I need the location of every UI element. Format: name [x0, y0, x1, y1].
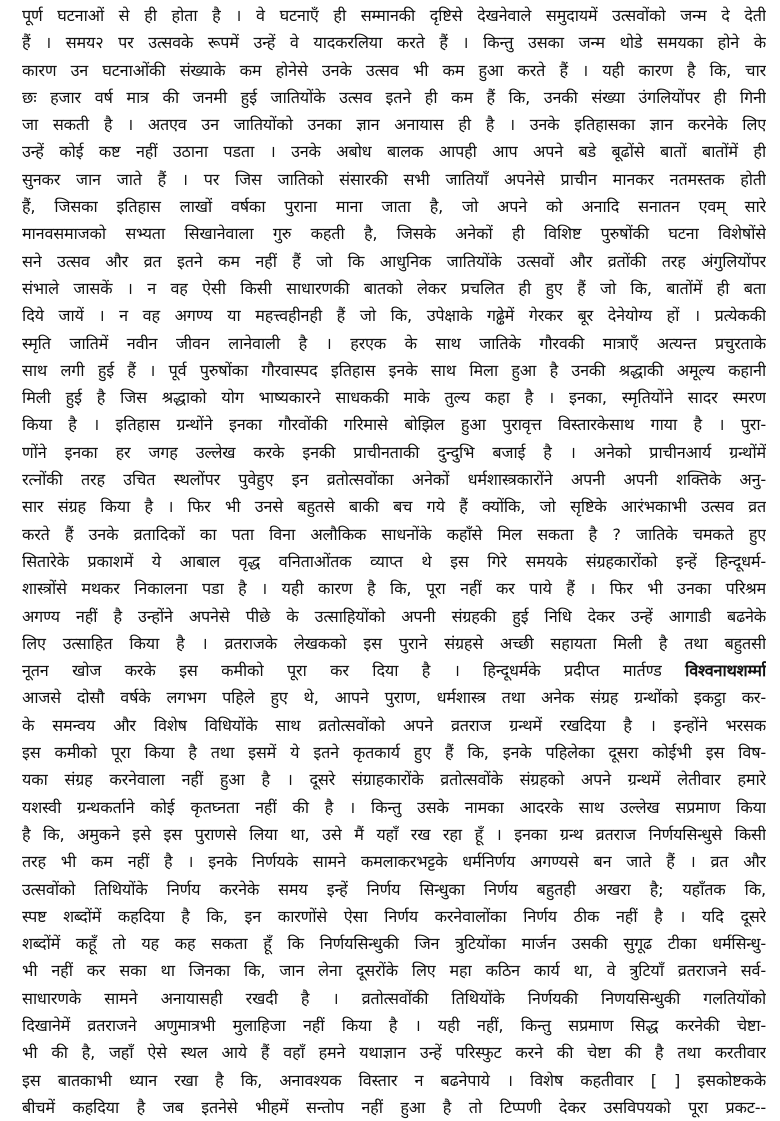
line-text: हैं, जिसका इतिहास लाखों वर्षका पुराना माना जाता है, जो अपने को अनादि सनातन एवम् सारे [22, 197, 766, 217]
text-line [22, 439, 766, 466]
line-text: नूतन खोज करके इस कमीको पूरा कर दिया है । हिन्दूधर्मके प्रदीप्त मार्तण्ड [22, 661, 662, 681]
line-text: उन्हें कोई कष्ट नहीं उठाना पडता । उनके अबोध बालक आपही आप अपने बडे बूढोंसे बातों बातोंमें ही [22, 142, 766, 162]
text-line [22, 275, 766, 302]
line-text: संभाले जासकें । न वह ऐसी किसी साधारणकी बातको लेकर प्रचलित ही हुए हैं जो कि, बातोंमें ही बता [22, 278, 766, 298]
text-line [22, 1012, 766, 1039]
line-text: बीचमें कहदिया है जब इतनेसे भीहमें सन्तोप नहीं हुआ है तो टिप्पणी देकर उसविपयको पूरा प्रकट-- [22, 1097, 766, 1117]
text-line [22, 957, 766, 984]
text-line [22, 739, 766, 766]
line-text: मिली हुई है जिस श्रद्धाको योग भाष्यकारने साधककी माके तुल्य कहा है । इनका, स्मृतियोंने सादर स्मरण [22, 388, 766, 408]
text-line [22, 411, 766, 438]
text-line [22, 521, 766, 548]
line-text: शास्त्रोंसे मथकर निकालना पडा है । यही कारण है कि, पूरा नहीं कर पाये हैं । फिर भी उनका परिश्रम [22, 579, 766, 599]
text-line [22, 193, 766, 220]
text-line [22, 111, 766, 138]
text-line [22, 357, 766, 384]
line-text: शब्दोंमें कहूँ तो यह कह सकता हूँ कि निर्णयसिन्धुकी जिन त्रुटियोंका मार्जन उसकी सुगूढ टीका धर्मसिन्धु- [22, 934, 766, 954]
text-line [22, 766, 766, 793]
text-line [22, 575, 766, 602]
text-line [22, 712, 766, 739]
text-line [22, 684, 766, 711]
line-text: कारण उन घटनाओंकी संख्याके कम होनेसे उनके उत्सव भी कम हुआ करते हैं । यही कारण है कि, चार [22, 60, 766, 80]
line-text: भी की है, जहाँ ऐसे स्थल आये हैं वहाँ हमने यथाज्ञान उन्हें परिस्फुट करने की चेष्टा की है तथा करतीवार [22, 1043, 766, 1063]
line-text: अगण्य नहीं है उन्होंने अपनेसे पीछे के उत्साहियोंको अपनी संग्रहकी हुई निधि देकर उन्हें आगाडी बढनेके [22, 606, 766, 626]
text-line [22, 1094, 766, 1121]
text-line [22, 603, 766, 630]
text-line [22, 985, 766, 1012]
text-line [22, 1067, 766, 1094]
line-text: हैं । समय२ पर उत्सवके रूपमें उन्हें वे यादकरलिया करते हैं । किन्तु उसका जन्म थोडे समयका होने के [22, 33, 766, 53]
text-line [22, 57, 766, 84]
text-line [22, 138, 766, 165]
text-line [22, 794, 766, 821]
line-text: सार संग्रह किया है । फिर भी उनसे बहुतसे बाकी बच गये हैं क्योंकि, जो सृष्टिके आरंभकाभी उत्सव व्रत [22, 497, 766, 517]
line-text: आजसे दोसौ वर्षके लगभग पहिले हुए थे, आपने पुराण, धर्मशास्त्र तथा अनेक संग्रह ग्रन्थोंको इकट्ठा कर- [22, 688, 766, 708]
line-text: करते हैं उनके व्रतादिकों का पता विना अलौकिक साधनोंके कहाँसे मिल सकता है ? जातिके चमकते हुए [22, 524, 766, 544]
text-line [22, 466, 766, 493]
text-line [22, 903, 766, 930]
line-text: भी नहीं कर सका था जिनका कि, जान लेना दूसरोंके लिए महा कठिन कार्य था, वे त्रुटियाँ व्रतराजने सर्व- [22, 961, 766, 981]
text-line [22, 84, 766, 111]
text-line [22, 1039, 766, 1066]
text-line [22, 930, 766, 957]
text-line [22, 330, 766, 357]
line-text: मानवसमाजको सभ्यता सिखानेवाला गुरु कहती है, जिसके अनेकों ही विशिष्ट पुरुषोंकी घटना विशेषोंसे [22, 224, 766, 244]
line-text: किया है । इतिहास ग्रन्थोंने इनका गौरवोंकी गरिमासे बोझिल हुआ पुरावृत्त विस्तारकेसाथ गाया है । पुरा- [22, 415, 766, 435]
line-text: जा सकती है । अतएव उन जातियोंको उनका ज्ञान अनायास ही है । उनके इतिहासका ज्ञान करनेके लिए [22, 115, 766, 135]
text-line [22, 876, 766, 903]
line-text: उत्सवोंको तिथियोंके निर्णय करनेके समय इन्हें निर्णय सिन्धुका निर्णय बहुतही अखरा है; यहाँतक कि, [22, 879, 766, 899]
text-line [22, 248, 766, 275]
line-text: यका संग्रह करनेवाला नहीं हुआ है । दूसरे संग्राहकारोंके व्रतोत्सवोंके संग्रहको अपने ग्रन्थमें लेतीवार हमारे [22, 770, 766, 790]
line-text: तरह भी कम नहीं है । इनके निर्णयके सामने कमलाकरभट्टके धर्मनिर्णय अगण्यसे बन जाते हैं । व्रत और [22, 852, 766, 872]
text-line [22, 2, 766, 29]
text-line [22, 548, 766, 575]
line-text: इस बातकाभी ध्यान रखा है कि, अनावश्यक विस्तार न बढनेपाये । विशेष कहतीवार [ ] इसकोष्टकके [22, 1070, 766, 1090]
line-text: स्मृति जातिमें नवीन जीवन लानेवाली है । हरएक के साथ जातिके गौरवकी मात्राएँ अत्यन्त प्रचुरताके [22, 333, 766, 353]
text-line [22, 821, 766, 848]
line-text: साधारणके सामने अनायासही रखदी है । व्रतोत्सवोंकी तिथियोंके निर्णयकी निणयसिन्धुकी गलतियोंको [22, 988, 766, 1008]
text-line [22, 29, 766, 56]
line-text: है कि, अमुकने इसे इस पुराणसे लिया था, उसे मैं यहाँ रख रहा हूँ । इनका ग्रन्थ व्रतराज निर्णयसिन्धुसे किसी [22, 824, 766, 844]
line-text: सुनकर जान जाते हैं । पर जिस जातिको संसारकी सभी जातियाँ अपनेसे प्राचीन मानकर नतमस्तक होती [22, 169, 766, 189]
line-text: इस कमीको पूरा किया है तथा इसमें ये इतने कृतकार्य हुए हैं कि, इनके पहिलेका दूसरा कोईभी इस विष- [22, 743, 766, 763]
text-line [22, 493, 766, 520]
text-line [22, 848, 766, 875]
line-text: साथ लगी हुई हैं । पूर्व पुरुषोंका गौरवास्पद इतिहास इनके साथ मिला हुआ है उनकी श्रद्धाकी अमूल्य कहानी [22, 360, 766, 380]
line-text: छः हजार वर्ष मात्र की जनमी हुई जातियोंके उत्सव इतने ही कम हैं कि, उनकी संख्या उंगलियोंपर ही गिनी [22, 87, 766, 107]
author-name: विश्वनाथशर्म्मा [685, 661, 766, 681]
text-line [22, 630, 766, 657]
line-text: सितारेके प्रकाशमें ये आबाल वृद्ध वनिताओंतक व्याप्त थे इस गिरे समयके संग्रहकारोंको इन्हें हिन्दूधर्म- [22, 551, 766, 571]
line-text: सने उत्सव और व्रत इतने कम नहीं हैं जो कि आधुनिक जातियोंके उत्सवों और व्रतोंकी तरह अंगुलियोंपर [22, 251, 766, 271]
line-text: के समन्वय और विशेष विधियोंके साथ व्रतोत्सवोंको अपने व्रतराज ग्रन्थमें रखदिया है । इन्होंने भरसक [22, 715, 766, 735]
line-text: स्पष्ट शब्दोंमें कहदिया है कि, इन कारणोंसे ऐसा निर्णय करनेवालोंका निर्णय ठीक नहीं है । यदि दूसरे [22, 906, 766, 926]
text-line [22, 657, 766, 684]
text-line [22, 384, 766, 411]
text-line [22, 220, 766, 247]
line-text: णोंने इनका हर जगह उल्लेख करके इनकी प्राचीनताकी दुन्दुभि बजाई है । अनेको प्राचीनआर्य ग्रन्थोंमें [22, 442, 766, 462]
line-text: पूर्ण घटनाओं से ही होता है । वे घटनाएँ ही सम्मानकी दृष्टिसे देखनेवाले समुदायमें उत्सवोंको जन्म दे देती [22, 6, 766, 25]
line-text: दिये जायें । न वह अगण्य या महत्त्वहीनही हैं जो कि, उपेक्षाके गढ्ढेमें गेरकर बूर देनेयोग्य हों । प्रत्येककी [22, 306, 766, 326]
text-line [22, 166, 766, 193]
line-text: रत्नोंकी तरह उचित स्थलोंपर पुवेहुए इन व्रतोत्सवोंका अनेकों धर्मशास्त्रकारोंने अपनी अपनी शक्तिके अनु- [22, 470, 766, 490]
text-line [22, 302, 766, 329]
line-text: लिए उत्साहित किया है । व्रतराजके लेखकको इस पुराने संग्रहसे अच्छी सहायता मिली है तथा बहुतसी [22, 633, 766, 653]
line-text: दिखानेमें व्रतराजने अणुमात्रभी मुलाहिजा नहीं किया है । यही नहीं, किन्तु सप्रमाण सिद्ध करनेकी चेष्टा- [22, 1015, 766, 1035]
line-text: यशस्वी ग्रन्थकर्ताने कोई कृतघ्नता नहीं की है । किन्तु उसके नामका आदरके साथ उल्लेख सप्रमाण किया [22, 797, 766, 817]
